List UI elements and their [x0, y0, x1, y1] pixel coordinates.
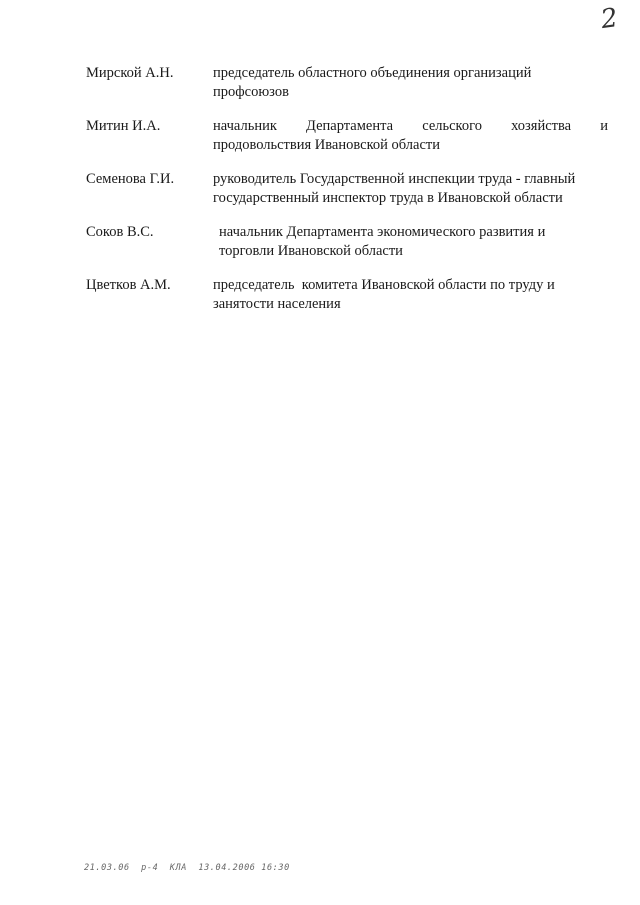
member-role-line: продовольствия Ивановской области: [213, 137, 440, 153]
member-role-line: государственный инспектор труда в Ивановской области: [213, 190, 563, 206]
member-name: Семенова Г.И.: [86, 171, 175, 187]
list-item: [86, 223, 608, 263]
member-role-line: начальник Департамента сельского хозяйства и: [213, 118, 608, 134]
member-role-line: профсоюзов: [213, 84, 289, 100]
member-name: Соков В.С.: [86, 224, 154, 240]
member-role-line: начальник Департамента экономического развития и: [219, 224, 546, 240]
footer-print-stamp: 21.03.06 р-4 КЛА 13.04.2006 16:30: [84, 863, 290, 873]
list-item: [86, 64, 608, 104]
list-item: [86, 170, 608, 210]
member-role-line: торговли Ивановской области: [219, 243, 403, 259]
member-role: [219, 223, 608, 261]
member-role-line: председатель областного объединения организаций: [213, 65, 532, 81]
member-role: [213, 170, 608, 208]
member-role: [213, 276, 608, 314]
member-list: [86, 64, 608, 329]
member-role: [213, 117, 608, 155]
list-item: [86, 276, 608, 316]
member-role-line: занятости населения: [213, 296, 341, 312]
member-name: Мирской А.Н.: [86, 65, 174, 81]
handwritten-page-number: 2: [599, 2, 621, 36]
list-item: [86, 117, 608, 157]
member-name: Митин И.А.: [86, 118, 161, 134]
member-role-line: председатель комитета Ивановской области по труду и: [213, 277, 555, 293]
member-role: [213, 64, 608, 102]
member-name: Цветков А.М.: [86, 277, 171, 293]
member-role-line: руководитель Государственной инспекции труда - главный: [213, 171, 576, 187]
